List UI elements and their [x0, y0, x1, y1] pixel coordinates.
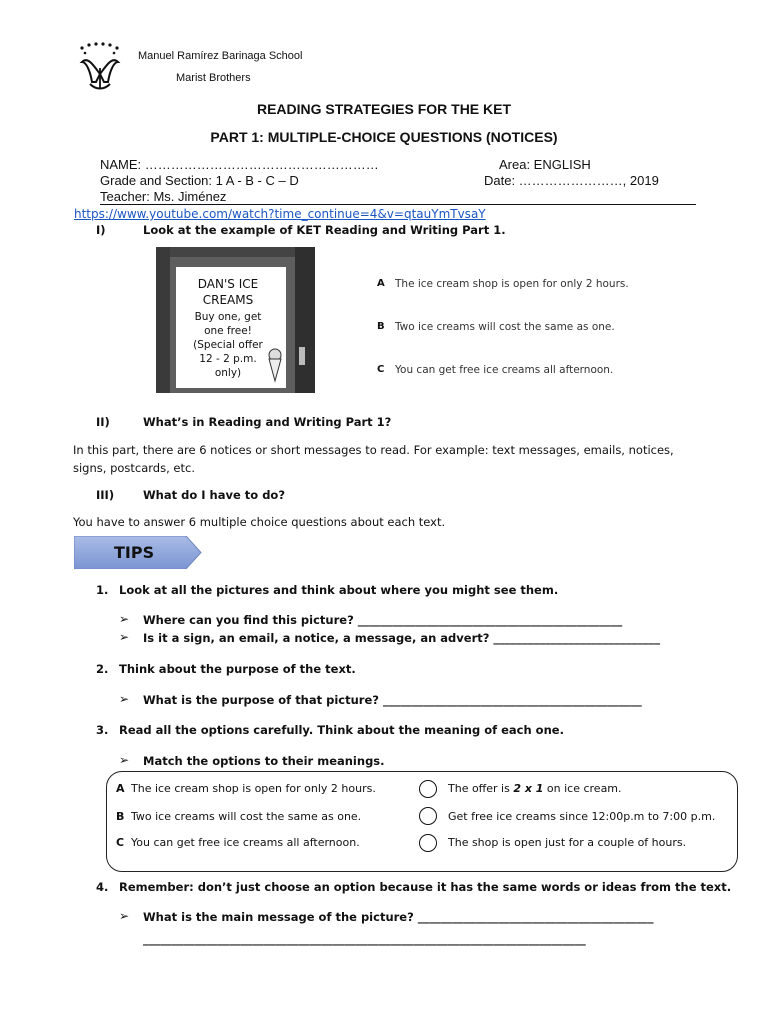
sign-line: (Special offer [193, 339, 263, 351]
tip-text: Read all the options carefully. Think about the meaning of each one. [119, 723, 564, 737]
option-text: You can get free ice creams all afternoon. [395, 364, 614, 376]
match-circle[interactable] [419, 834, 437, 852]
answer-line: _____________________________________________________________________________ [143, 932, 586, 946]
teacher-field: Teacher: Ms. Jiménez [100, 189, 227, 204]
match-right-text-3: The shop is open just for a couple of hours. [448, 836, 687, 849]
arrow-bullet-icon: ➢ [119, 753, 130, 767]
youtube-link[interactable]: https://www.youtube.com/watch?time_continue=4&v=qtauYmTvsaY [74, 207, 486, 221]
sign-line: one free! [204, 325, 252, 337]
sign-line: CREAMS [202, 293, 254, 307]
tip-question: What is the main message of the picture? _________________________________________ [143, 910, 654, 924]
option-text: Two ice creams will cost the same as one. [395, 321, 615, 333]
match-right-text-2: Get free ice creams since 12:00p.m to 7:00 p.m. [448, 810, 716, 823]
grade-field: Grade and Section: 1 A - B - C – D [100, 173, 299, 188]
match-letter: C [116, 836, 125, 849]
school-name: Manuel Ramírez Barinaga School [138, 50, 303, 62]
option-letter: B [377, 321, 385, 332]
tip-number: 2. [96, 662, 109, 676]
sign-line: 12 - 2 p.m. [199, 353, 257, 365]
section-1-heading: Look at the example of KET Reading and Writing Part 1. [143, 223, 506, 237]
section-3-heading: What do I have to do? [143, 488, 286, 502]
school-order: Marist Brothers [176, 72, 251, 84]
section-3-paragraph: You have to answer 6 multiple choice questions about each text. [73, 515, 446, 529]
tip-question: What is the purpose of that picture? _____________________________________________ [143, 693, 642, 707]
match-left-text: You can get free ice creams all afternoon. [131, 836, 360, 849]
match-circle[interactable] [419, 780, 437, 798]
date-field: Date: ……………………, 2019 [484, 173, 659, 188]
arrow-bullet-icon: ➢ [119, 612, 130, 626]
sign-line: only) [214, 367, 242, 379]
section-2-paragraph-line-1: In this part, there are 6 notices or short messages to read. For example: text messages, emails, notices, [73, 443, 674, 457]
tip-text: Think about the purpose of the text. [119, 662, 356, 676]
tips-banner [74, 536, 202, 569]
tip-question: Is it a sign, an email, a notice, a message, an advert? _____________________________ [143, 631, 661, 645]
section-2-paragraph-line-2: signs, postcards, etc. [73, 461, 195, 475]
tip-number: 3. [96, 723, 109, 737]
page-title: READING STRATEGIES FOR THE KET [256, 101, 512, 117]
match-letter: A [116, 782, 125, 795]
match-left-text: Two ice creams will cost the same as one. [131, 810, 362, 823]
section-1-number: I) [96, 223, 106, 237]
option-letter: C [377, 364, 385, 375]
arrow-bullet-icon: ➢ [119, 630, 130, 644]
match-left-text: The ice cream shop is open for only 2 hours. [131, 782, 376, 795]
tip-question: Where can you find this picture? ______________________________________________ [143, 613, 623, 627]
shop-sign [176, 267, 286, 388]
header-divider [100, 204, 696, 205]
sign-line: DAN'S ICE [197, 277, 259, 291]
sign-line: Buy one, get [194, 311, 262, 323]
tip-question: Match the options to their meanings. [143, 754, 385, 768]
name-field: NAME: ……………………………………………… [100, 157, 379, 172]
match-right-text-1: The offer is 2 x 1 on ice cream. [448, 782, 622, 795]
tip-text: Look at all the pictures and think about where you might see them. [119, 583, 559, 597]
tips-label: TIPS [114, 543, 155, 562]
section-2-number: II) [96, 415, 110, 429]
page-subtitle: PART 1: MULTIPLE-CHOICE QUESTIONS (NOTICES) [210, 129, 558, 145]
school-logo [76, 42, 124, 92]
ice-cream-cone-icon [267, 347, 283, 383]
tip-number: 1. [96, 583, 109, 597]
match-letter: B [116, 810, 125, 823]
tip-text: Remember: don’t just choose an option because it has the same words or ideas from the text. [119, 880, 732, 894]
area-field: Area: ENGLISH [499, 157, 591, 172]
section-2-heading: What’s in Reading and Writing Part 1? [143, 415, 392, 429]
ice-cream-shop-photo [156, 247, 315, 393]
section-3-number: III) [96, 488, 115, 502]
match-circle[interactable] [419, 807, 437, 825]
tip-number: 4. [96, 880, 109, 894]
option-text: The ice cream shop is open for only 2 hours. [395, 278, 629, 290]
arrow-bullet-icon: ➢ [119, 692, 130, 706]
arrow-bullet-icon: ➢ [119, 909, 130, 923]
option-letter: A [377, 278, 385, 289]
